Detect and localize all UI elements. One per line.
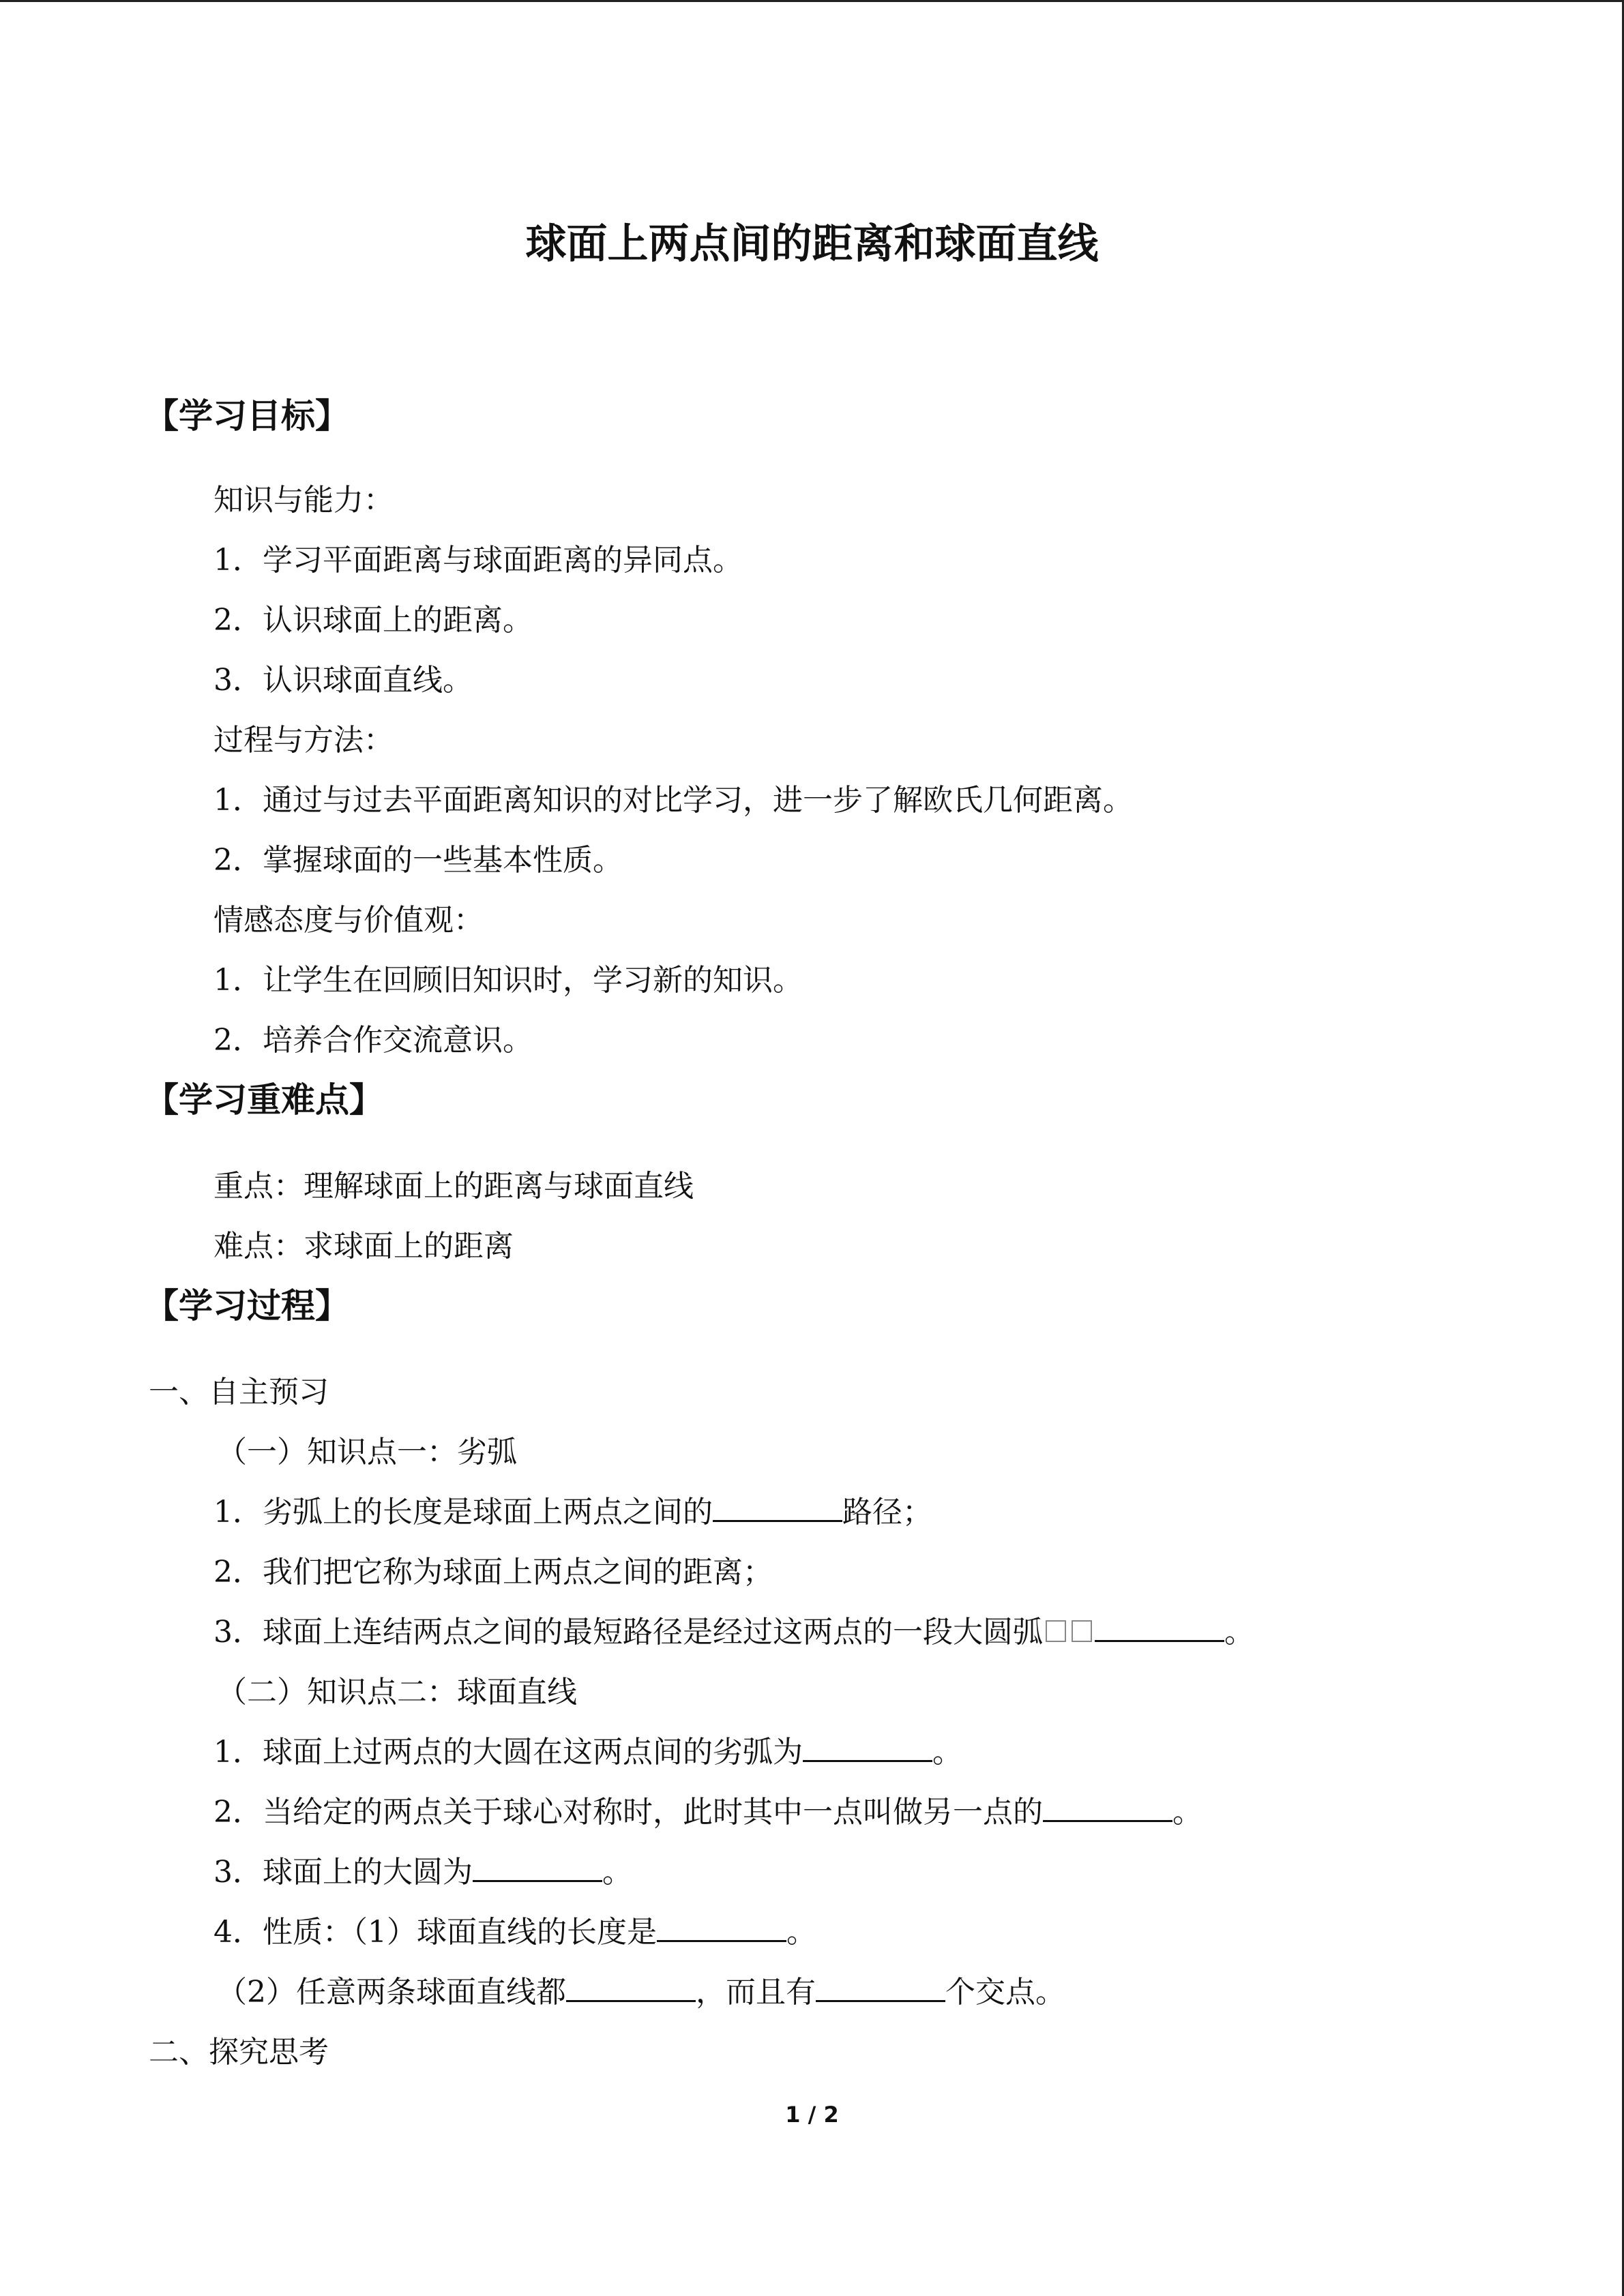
knowledge-label: 知识与能力： (213, 483, 394, 518)
kp1-item1-text: 1．劣弧上的长度是球面上两点之间的 (213, 1495, 713, 1530)
knowledge-item: 1．学习平面距离与球面距离的异同点。 (213, 543, 743, 578)
difficulty-text: 难点：求球面上的距离 (213, 1229, 514, 1264)
kp2-item1-text: 1．球面上过两点的大圆在这两点间的劣弧为 (213, 1735, 803, 1770)
kp2-item1 (213, 1727, 962, 1771)
kp2-label: （二）知识点二：球面直线 (217, 1675, 577, 1710)
kp2-item4-text: 4．性质：（1）球面直线的长度是 (213, 1915, 657, 1950)
key-point-text: 重点：理解球面上的距离与球面直线 (213, 1169, 694, 1204)
kp1-item1-suffix: 路径； (842, 1495, 932, 1530)
kp2-item5-text: （2）任意两条球面直线都 (217, 1975, 566, 2010)
missing-glyph-box (1072, 1620, 1092, 1642)
kp2-item5 (217, 1967, 1065, 2011)
kp2-item3 (213, 1847, 632, 1891)
process-label: 过程与方法： (213, 723, 394, 758)
fill-blank[interactable] (1043, 1793, 1172, 1822)
part2-label: 二、探究思考 (149, 2035, 329, 2070)
kp1-label: （一）知识点一：劣弧 (217, 1435, 517, 1470)
page-title: 球面上两点间的距离和球面直线 (525, 220, 1099, 268)
kp2-item2-suffix: 。 (1172, 1795, 1202, 1830)
kp1-item2: 2．我们把它称为球面上两点之间的距离； (213, 1555, 773, 1590)
emotion-item: 1．让学生在回顾旧知识时，学习新的知识。 (213, 963, 803, 998)
kp2-item3-suffix: 。 (602, 1855, 632, 1890)
kp2-item2-text: 2．当给定的两点关于球心对称时，此时其中一点叫做另一点的 (213, 1795, 1043, 1830)
page-number: 1 / 2 (785, 2102, 839, 2128)
emotion-item: 2．培养合作交流意识。 (213, 1023, 533, 1058)
kp2-item5-suffix: 个交点。 (945, 1975, 1065, 2010)
fill-blank[interactable] (473, 1853, 602, 1882)
fill-blank[interactable] (816, 1973, 945, 2002)
fill-blank[interactable] (657, 1913, 786, 1942)
fill-blank[interactable] (803, 1733, 932, 1762)
section-heading-objectives: 【学习目标】 (145, 396, 349, 436)
emotion-label: 情感态度与价值观： (213, 903, 484, 938)
kp1-item1 (213, 1487, 932, 1531)
fill-blank[interactable] (566, 1973, 696, 2002)
kp1-item3-suffix: 。 (1224, 1615, 1254, 1650)
kp1-item3-text: 3．球面上连结两点之间的最短路径是经过这两点的一段大圆弧 (213, 1615, 1043, 1650)
process-item: 1．通过与过去平面距离知识的对比学习，进一步了解欧氏几何距离。 (213, 783, 1133, 818)
section-heading-process: 【学习过程】 (145, 1286, 349, 1326)
missing-glyph-box (1046, 1620, 1066, 1642)
kp2-item1-suffix: 。 (932, 1735, 962, 1770)
knowledge-item: 2．认识球面上的距离。 (213, 603, 533, 638)
kp2-item4-suffix: 。 (786, 1915, 816, 1950)
kp2-item3-text: 3．球面上的大圆为 (213, 1855, 473, 1890)
section-heading-key-points: 【学习重难点】 (145, 1080, 383, 1120)
fill-blank[interactable] (713, 1493, 842, 1522)
part1-label: 一、自主预习 (149, 1375, 329, 1410)
kp2-item2 (213, 1787, 1202, 1831)
kp2-item5-middle: ，而且有 (696, 1975, 816, 2010)
process-item: 2．掌握球面的一些基本性质。 (213, 843, 623, 878)
kp2-item4 (213, 1907, 816, 1951)
fill-blank[interactable] (1095, 1613, 1224, 1642)
kp1-item3 (213, 1607, 1254, 1651)
knowledge-item: 3．认识球面直线。 (213, 663, 473, 698)
